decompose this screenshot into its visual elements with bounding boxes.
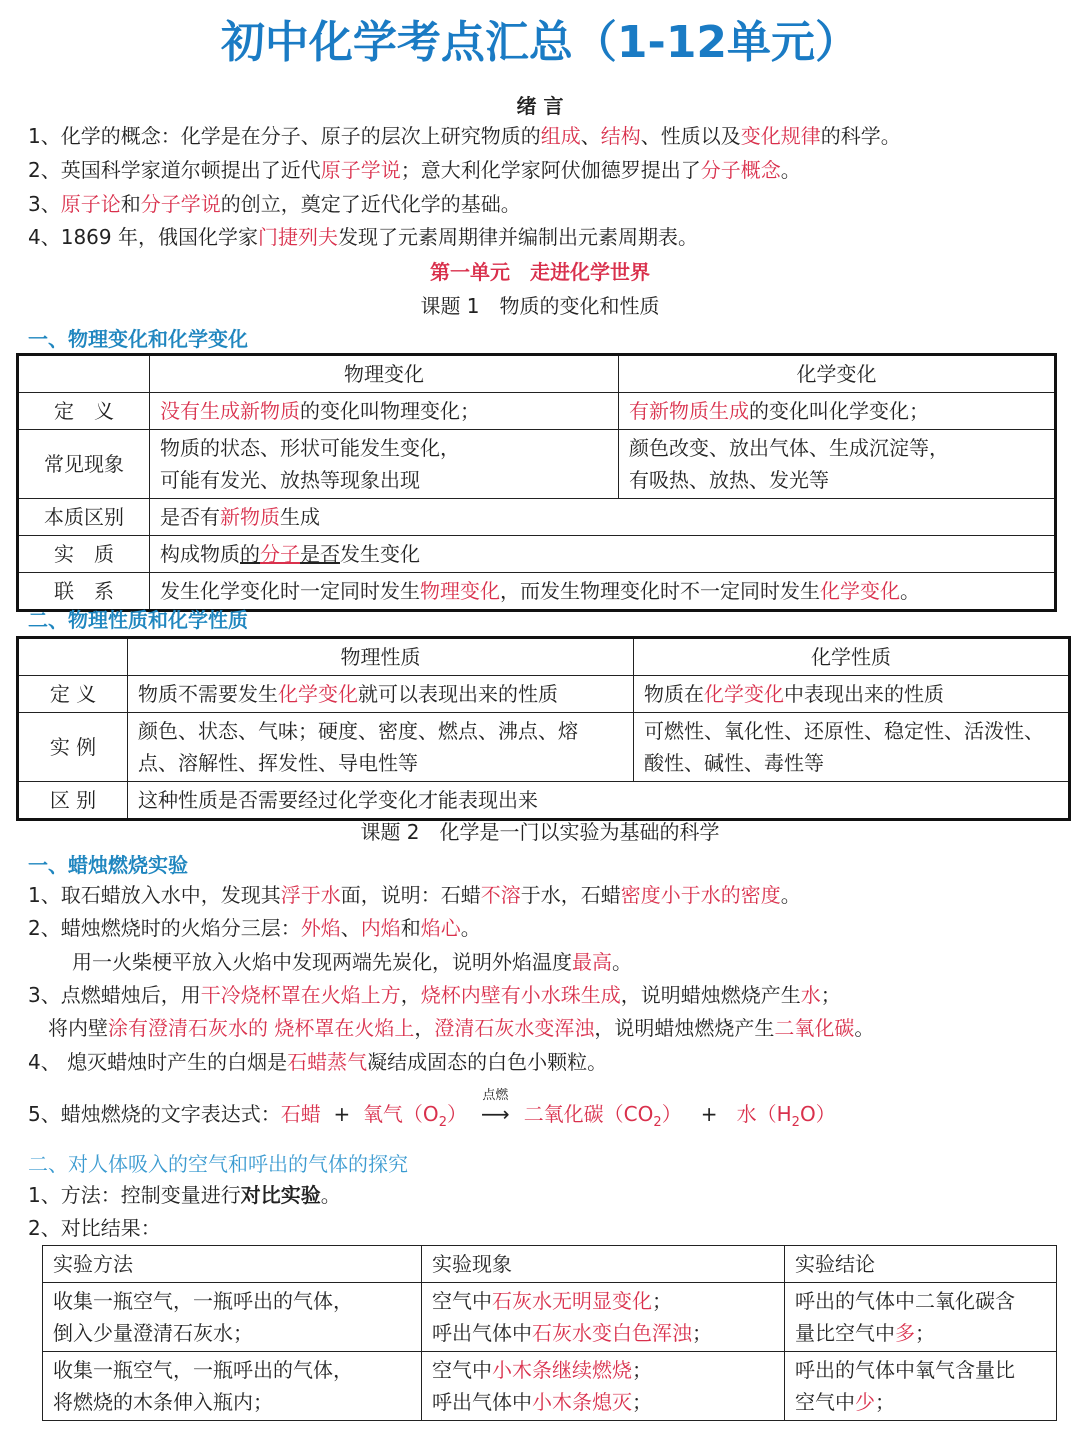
section-3-heading: 一、蜡烛燃烧实验 xyxy=(28,853,188,877)
intro-line-4: 4、1869 年，俄国化学家门捷列夫发现了元素周期律并编制出元素周期表。 xyxy=(28,225,698,249)
table-header: 实验现象 xyxy=(422,1246,785,1283)
table-row: 实 质 构成物质的分子是否发生变化 xyxy=(18,536,1056,573)
candle-line-2: 2、蜡烛燃烧时的火焰分三层：外焰、内焰和焰心。 xyxy=(28,916,481,940)
table-header: 实验结论 xyxy=(785,1246,1057,1283)
page-title: 初中化学考点汇总（1-12单元） xyxy=(220,17,860,68)
table-header: 物理变化 xyxy=(150,355,619,393)
table-row: 收集一瓶空气，一瓶呼出的气体， 将燃烧的木条伸入瓶内； 空气中小木条继续燃烧； 呼出气体中小木条熄灭； 呼出的气体中氧气含量比 空气中少； xyxy=(43,1352,1057,1421)
table-header: 化学性质 xyxy=(634,638,1070,676)
candle-line-1: 1、取石蜡放入水中，发现其浮于水面，说明：石蜡不溶于水，石蜡密度小于水的密度。 xyxy=(28,883,801,907)
reaction-arrow-icon: 点燃 ⟶ xyxy=(480,1088,510,1126)
intro-line-2: 2、英国科学家道尔顿提出了近代原子学说；意大利化学家阿伏伽德罗提出了分子概念。 xyxy=(28,158,801,182)
table-row: 实 例 颜色、状态、气味；硬度、密度、燃点、沸点、熔 点、溶解性、挥发性、导电性等 可燃性、氧化性、还原性、稳定性、活泼性、 酸性、碱性、毒性等 xyxy=(18,713,1070,782)
candle-line-2b: 用一火柴梗平放入火焰中发现两端先炭化，说明外焰温度最高。 xyxy=(72,950,632,974)
table-header: 化学变化 xyxy=(619,355,1056,393)
table-row: 区 别 这种性质是否需要经过化学变化才能表现出来 xyxy=(18,782,1070,820)
table-row: 定 义 物质不需要发生化学变化就可以表现出来的性质 物质在化学变化中表现出来的性质 xyxy=(18,676,1070,713)
table-header: 物理性质 xyxy=(128,638,634,676)
section-2-heading: 二、物理性质和化学性质 xyxy=(28,608,248,632)
table-row: 本质区别 是否有新物质生成 xyxy=(18,499,1056,536)
change-table xyxy=(16,353,1057,612)
section-4-heading: 二、对人体吸入的空气和呼出的气体的探究 xyxy=(28,1152,408,1176)
topic-1-heading: 课题 1 物质的变化和性质 xyxy=(420,294,660,318)
intro-line-1: 1、化学的概念：化学是在分子、原子的层次上研究物质的组成、结构、性质以及变化规律的科学。 xyxy=(28,124,901,148)
table-row: 联 系 发生化学变化时一定同时发生物理变化，而发生物理变化时不一定同时发生化学变化。 xyxy=(18,573,1056,611)
candle-line-3: 3、点燃蜡烛后，用干冷烧杯罩在火焰上方，烧杯内壁有小水珠生成，说明蜡烛燃烧产生水； xyxy=(28,983,841,1007)
intro-heading: 绪 言 xyxy=(516,94,564,118)
topic-2-heading: 课题 2 化学是一门以实验为基础的科学 xyxy=(360,820,720,844)
result-line: 2、对比结果： xyxy=(28,1216,161,1240)
method-line: 1、方法：控制变量进行对比实验。 xyxy=(28,1183,341,1207)
table-header: 实验方法 xyxy=(43,1246,422,1283)
breath-table xyxy=(42,1245,1057,1421)
candle-equation: 5、蜡烛燃烧的文字表达式：石蜡 + 氧气$(O_2)$ 点燃 ⟶ 二氧化碳$(CO_2)$ + 水$(H_2O)$ xyxy=(28,1088,836,1130)
table-row: 常见现象 物质的状态、形状可能发生变化， 可能有发光、放热等现象出现 颜色改变、放出气体、生成沉淀等， 有吸热、放热、发光等 xyxy=(18,430,1056,499)
table-row: 收集一瓶空气，一瓶呼出的气体， 倒入少量澄清石灰水； 空气中石灰水无明显变化； 呼出气体中石灰水变白色浑浊； 呼出的气体中二氧化碳含 量比空气中多； xyxy=(43,1283,1057,1352)
candle-line-3b: 将内壁涂有澄清石灰水的 烧杯罩在火焰上，澄清石灰水变浑浊，说明蜡烛燃烧产生二氧化碳。 xyxy=(48,1016,875,1040)
unit-heading: 第一单元 走进化学世界 xyxy=(430,260,650,284)
section-1-heading: 一、物理变化和化学变化 xyxy=(28,327,248,351)
property-table xyxy=(16,636,1071,821)
intro-line-3: 3、原子论和分子学说的创立，奠定了近代化学的基础。 xyxy=(28,192,521,216)
table-row: 定 义 没有生成新物质的变化叫物理变化； 有新物质生成的变化叫化学变化； xyxy=(18,393,1056,430)
candle-line-4: 4、 熄灭蜡烛时产生的白烟是石蜡蒸气凝结成固态的白色小颗粒。 xyxy=(28,1050,608,1074)
